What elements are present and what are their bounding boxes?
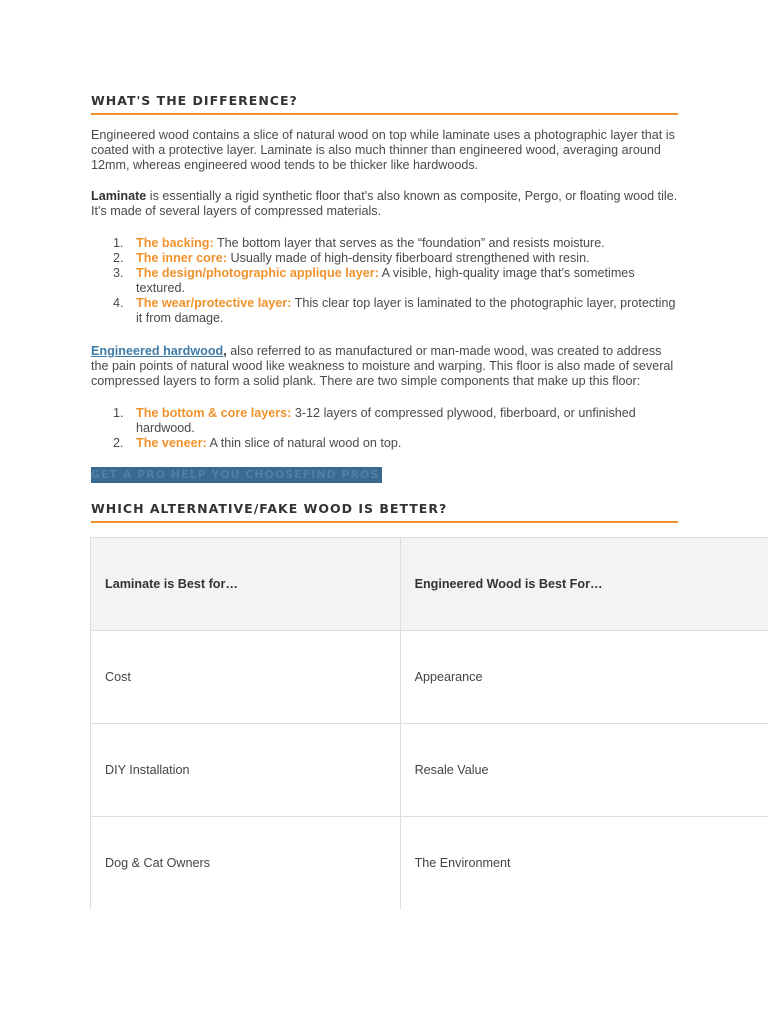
laminate-description: is essentially a rigid synthetic floor that's also known as composite, Pergo, or floating wood tile. It's made of several layers of compressed materials. bbox=[91, 189, 678, 218]
engineered-layers-list bbox=[91, 406, 678, 451]
table-cell: Dog & Cat Owners bbox=[91, 817, 401, 910]
list-item-text: Usually made of high-density fiberboard strengthened with resin. bbox=[226, 251, 590, 265]
engineered-hardwood-link[interactable]: Engineered hardwood bbox=[91, 344, 224, 358]
list-item-text: This clear top layer is laminated to the photographic layer, protecting it from damage. bbox=[136, 296, 676, 325]
table-row bbox=[91, 724, 768, 817]
engineered-paragraph: Engineered hardwood, also referred to as manufactured or man-made wood, was created to address the pain points of natural wood like weakness to moisture and warping. This floor is also made of several compressed layers to form a solid plank. There are two simple components that make up this floor: bbox=[91, 344, 674, 388]
list-item: 3. The design/photographic applique layer: A visible, high-quality image that's sometimes textured. bbox=[113, 266, 635, 295]
table-row bbox=[91, 631, 768, 724]
list-item-text: 3-12 layers of compressed plywood, fiberboard, or unfinished hardwood. bbox=[136, 406, 636, 435]
engineered-description: also referred to as manufactured or man-made wood, was created to address the pain points of natural wood like weakness to moisture and warping. This floor is also made of several compressed layers to form a solid plank. There are two simple components that make up this floor: bbox=[91, 344, 674, 388]
table-row bbox=[91, 817, 768, 910]
table-cell: Appearance bbox=[400, 631, 768, 724]
list-item-term: The veneer: bbox=[136, 436, 207, 450]
list-item-term: The inner core: bbox=[136, 251, 227, 265]
list-item: 2. The inner core: Usually made of high-density fiberboard strengthened with resin. bbox=[113, 251, 590, 265]
list-item: 4. The wear/protective layer: This clear top layer is laminated to the photographic layer, protecting it from damage. bbox=[113, 296, 676, 325]
table-header-row bbox=[91, 538, 768, 631]
table-header-laminate: Laminate is Best for… bbox=[91, 538, 401, 631]
table-cell: DIY Installation bbox=[91, 724, 401, 817]
laminate-term: Laminate bbox=[91, 189, 147, 203]
find-pros-button[interactable]: GET A PRO HELP YOU CHOOSEFIND PROS bbox=[91, 467, 382, 483]
intro-paragraph: Engineered wood contains a slice of natural wood on top while laminate uses a photographic layer that is coated with a protective layer. Laminate is also much thinner than engineered wood, averaging around 12mm, whereas engineered wood tends to be thicker like hardwoods. bbox=[91, 128, 675, 172]
laminate-paragraph bbox=[91, 189, 678, 219]
laminate-layers-list bbox=[91, 236, 678, 326]
list-item: 2. The veneer: A thin slice of natural wood on top. bbox=[113, 436, 402, 450]
list-item-term: The backing: bbox=[136, 236, 214, 250]
table-cell: Resale Value bbox=[400, 724, 768, 817]
list-item: 1. The backing: The bottom layer that serves as the “foundation” and resists moisture. bbox=[113, 236, 605, 250]
list-item-term: The wear/protective layer: bbox=[136, 296, 292, 310]
list-item-text: The bottom layer that serves as the “foundation” and resists moisture. bbox=[213, 236, 605, 250]
list-item-text: A visible, high-quality image that's sometimes textured. bbox=[136, 266, 635, 295]
table-header-engineered: Engineered Wood is Best For… bbox=[400, 538, 768, 631]
table-cell: The Environment bbox=[400, 817, 768, 910]
list-item-term: The bottom & core layers: bbox=[136, 406, 292, 420]
comparison-table bbox=[90, 537, 768, 909]
section-heading-which-better: WHICH ALTERNATIVE/FAKE WOOD IS BETTER? bbox=[91, 501, 678, 523]
list-item-term: The design/photographic applique layer: bbox=[136, 266, 379, 280]
table-cell: Cost bbox=[91, 631, 401, 724]
list-item-text: A thin slice of natural wood on top. bbox=[206, 436, 402, 450]
list-item: 1. The bottom & core layers: 3-12 layers of compressed plywood, fiberboard, or unfinished hardwood. bbox=[113, 406, 636, 435]
section-heading-difference: WHAT'S THE DIFFERENCE? bbox=[91, 93, 678, 115]
